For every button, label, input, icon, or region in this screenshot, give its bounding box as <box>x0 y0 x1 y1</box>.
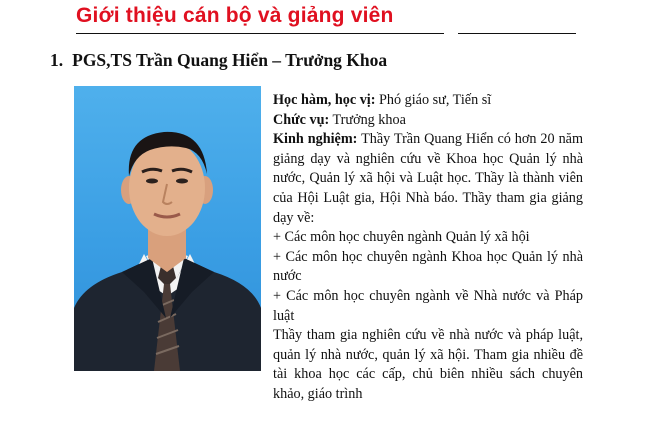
profile-details <box>273 91 583 405</box>
section-number: 1. <box>50 50 64 70</box>
section-heading <box>50 50 387 71</box>
experience-paragraph <box>273 130 583 228</box>
rank-value: Phó giáo sư, Tiến sĩ <box>375 92 492 108</box>
research-paragraph: Thầy tham gia nghiên cứu về nhà nước và pháp luật, quản lý nhà nước, quản lý xã hội. Tham gia nhiều đề tài khoa học các cấp, chủ biên nhiều sách chuyên khảo, giáo trình <box>273 327 583 402</box>
position-line <box>273 111 583 131</box>
position-label: Chức vụ: <box>273 111 330 128</box>
bullet-item: + Các môn học chuyên ngành Quản lý xã hội <box>273 229 530 246</box>
experience-label: Kinh nghiệm: <box>273 131 358 148</box>
page-title: Giới thiệu cán bộ và giảng viên <box>76 4 394 27</box>
bullet-item: + Các môn học chuyên ngành về Nhà nước và Pháp luật <box>273 287 583 324</box>
section-name: PGS,TS Trần Quang Hiển – Trưởng Khoa <box>72 50 388 70</box>
position-value: Trưởng khoa <box>329 111 406 128</box>
title-underline-right <box>458 33 576 34</box>
portrait-illustration <box>74 86 261 371</box>
experience-text: Thầy Trần Quang Hiển có hơn 20 năm giảng dạy và nghiên cứu về Khoa học Quản lý nhà nước, Quản lý xã hội và Luật học. Thầy là thành viên của Hội Luật gia, Hội Nhà báo. Thầy tham gia giảng dạy về: <box>273 131 583 226</box>
rank-label: Học hàm, học vị: <box>273 92 376 108</box>
rank-line <box>273 91 583 111</box>
bullet-item: + Các môn học chuyên ngành Khoa học Quản lý nhà nước <box>273 248 583 285</box>
title-underline-left <box>76 33 444 34</box>
portrait-photo <box>74 86 261 371</box>
